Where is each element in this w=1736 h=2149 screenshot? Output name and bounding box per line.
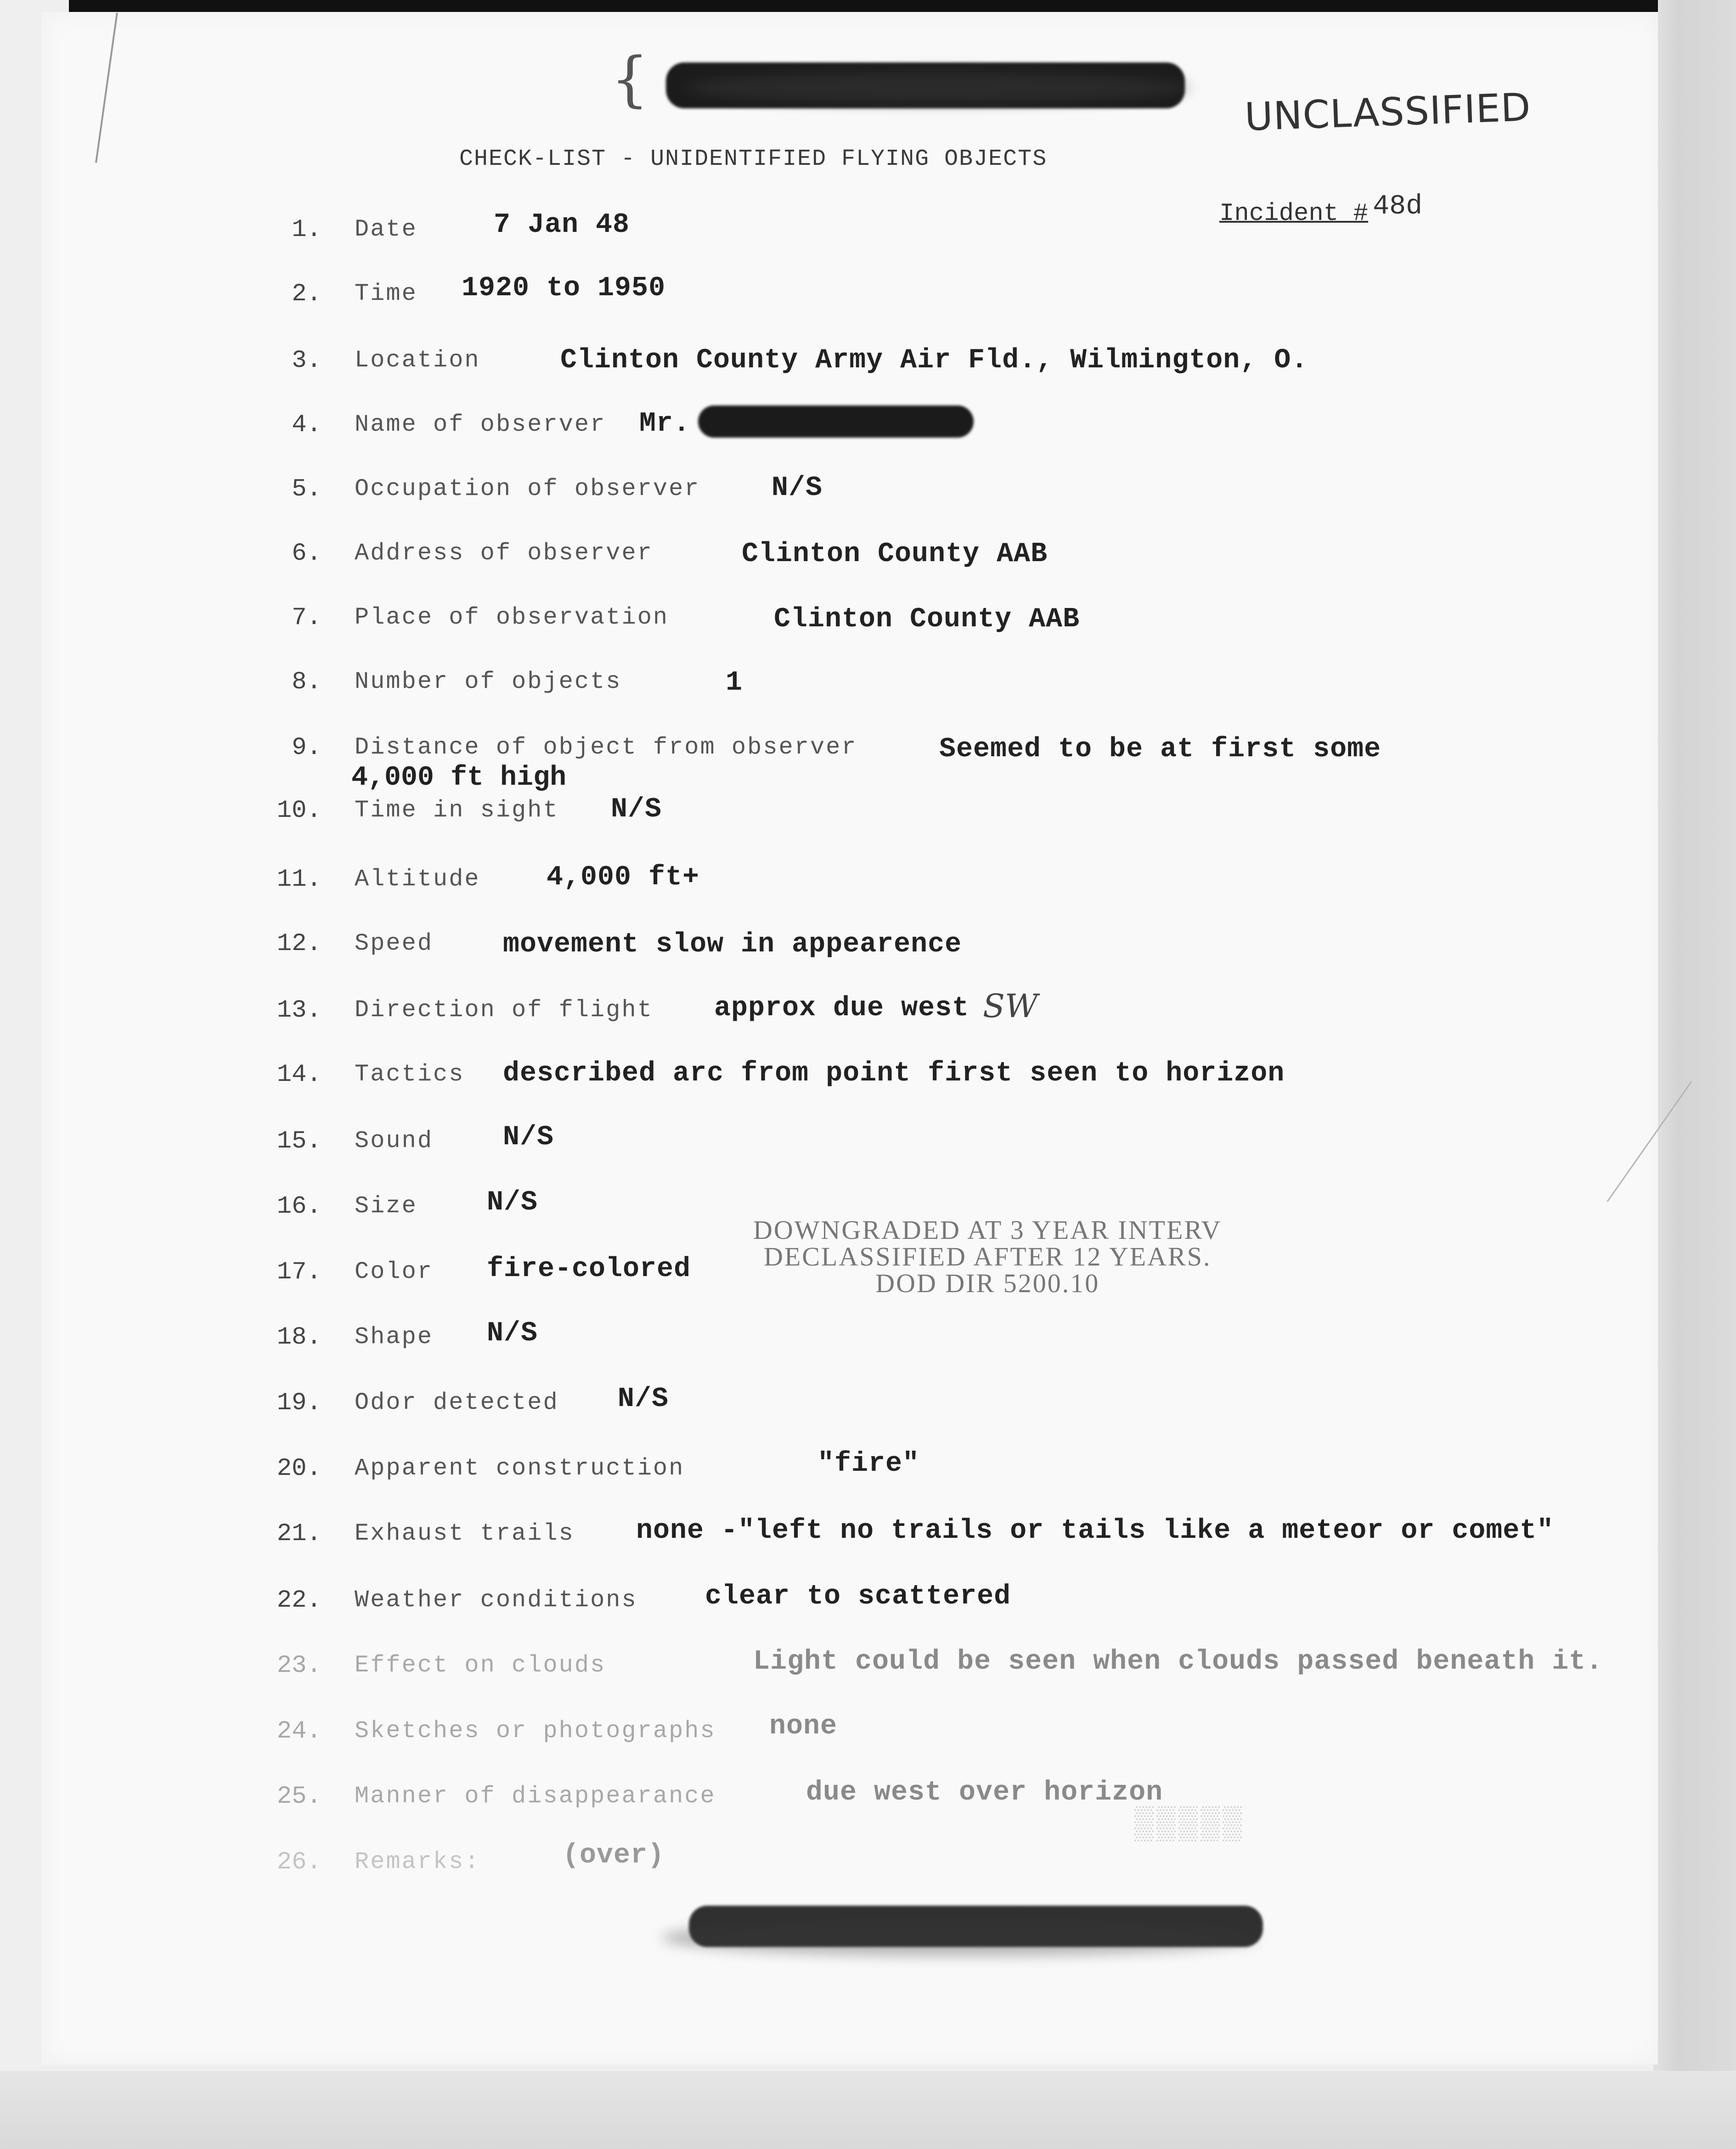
item-label: Effect on clouds xyxy=(355,1652,606,1679)
handwritten-brace: { xyxy=(611,44,649,114)
stamp-line-3: DOD DIR 5200.10 xyxy=(875,1268,1100,1298)
item-number: 20. xyxy=(276,1455,321,1483)
incident-label: Incident # xyxy=(1219,200,1369,228)
item-label: Altitude xyxy=(355,866,480,893)
item-label: Tactics xyxy=(355,1061,465,1088)
item-value: due west over horizon xyxy=(806,1777,1163,1808)
item-label: Address of observer xyxy=(355,540,653,567)
item-number: 16. xyxy=(276,1193,321,1221)
item-value: Clinton County AAB xyxy=(742,539,1048,570)
item-label: Occupation of observer xyxy=(355,475,700,502)
item-value: N/S xyxy=(772,473,823,504)
item-value: 1920 to 1950 xyxy=(462,273,666,304)
item-label: Direction of flight xyxy=(355,996,653,1024)
item-label: Shape xyxy=(355,1323,434,1350)
item-number: 14. xyxy=(276,1061,321,1089)
item-number: 7. xyxy=(292,604,321,632)
item-number: 11. xyxy=(276,866,321,894)
item-label: Size xyxy=(355,1193,417,1220)
item-number: 21. xyxy=(276,1520,321,1548)
item-label: Name of observer xyxy=(355,411,606,438)
item-number: 10. xyxy=(276,797,321,825)
item-value: N/S xyxy=(618,1384,669,1415)
stamp-line-2: DECLASSIFIED AFTER 12 YEARS. xyxy=(763,1242,1212,1271)
item-label: Sketches or photographs xyxy=(355,1717,716,1744)
stamp-line-1: DOWNGRADED AT 3 YEAR INTERV xyxy=(753,1215,1222,1245)
item-value: Light could be seen when clouds passed beneath it. xyxy=(753,1646,1603,1677)
incident-number: 48d xyxy=(1373,191,1423,222)
unclassified-stamp: UNCLASSIFIED xyxy=(1244,84,1532,140)
item-number: 5. xyxy=(292,475,321,503)
item-value: none xyxy=(769,1711,838,1742)
item-label: Speed xyxy=(355,930,434,957)
item-number: 25. xyxy=(276,1783,321,1811)
item-9-continuation: 4,000 ft high xyxy=(351,762,567,793)
item-label: Distance of object from observer xyxy=(355,734,857,761)
item-number: 24. xyxy=(276,1717,321,1745)
fold-line-left xyxy=(95,12,118,163)
item-value: N/S xyxy=(487,1187,538,1218)
item-label: Color xyxy=(355,1258,434,1285)
item-value: Mr. xyxy=(639,408,691,439)
scan-top-border xyxy=(69,0,1658,12)
item-number: 3. xyxy=(292,347,321,375)
item-number: 13. xyxy=(276,996,321,1024)
item-number: 9. xyxy=(292,734,321,762)
item-label: Time xyxy=(355,280,417,307)
item-value: N/S xyxy=(503,1122,554,1153)
ink-smudge-bottom xyxy=(661,1919,1258,1956)
item-number: 26. xyxy=(276,1848,321,1876)
document-page xyxy=(41,12,1658,2065)
incident-field xyxy=(1219,191,1423,229)
item-value: Seemed to be at first some xyxy=(939,734,1381,765)
item-number: 1. xyxy=(292,216,321,244)
item-label: Date xyxy=(355,216,417,243)
faded-marking: ▒▒▒▒▒ xyxy=(1134,1807,1245,1843)
item-value: described arc from point first seen to horizon xyxy=(503,1058,1285,1089)
item-number: 2. xyxy=(292,280,321,308)
item-value: "fire" xyxy=(817,1448,920,1480)
item-number: 22. xyxy=(276,1586,321,1615)
item-number: 12. xyxy=(276,930,321,958)
item-value: clear to scattered xyxy=(705,1581,1011,1612)
redacted-observer-name xyxy=(698,405,974,438)
item-value: Clinton County AAB xyxy=(774,604,1080,635)
document-title: CHECK-LIST - UNIDENTIFIED FLYING OBJECTS xyxy=(459,146,1048,172)
item-value: movement slow in appearence xyxy=(503,929,962,960)
item-value: N/S xyxy=(487,1318,538,1349)
item-label: Remarks: xyxy=(355,1848,480,1875)
item-label: Manner of disappearance xyxy=(355,1783,716,1810)
declassification-stamp xyxy=(753,1217,1222,1297)
scan-edge-bottom xyxy=(0,2071,1736,2149)
item-label: Sound xyxy=(355,1127,434,1154)
item-number: 6. xyxy=(292,540,321,568)
item-label: Exhaust trails xyxy=(355,1520,575,1547)
item-value: 7 Jan 48 xyxy=(494,209,630,241)
item-value: none -"left no trails or tails like a meteor or comet" xyxy=(636,1515,1554,1547)
scan-edge-right xyxy=(1653,0,1736,2149)
item-label: Odor detected xyxy=(355,1389,559,1416)
item-number: 19. xyxy=(276,1389,321,1417)
item-number: 18. xyxy=(276,1323,321,1351)
ink-smudge-top xyxy=(684,72,1189,104)
item-number: 4. xyxy=(292,411,321,439)
item-value: 1 xyxy=(726,667,743,698)
item-label: Number of objects xyxy=(355,668,622,695)
item-label: Time in sight xyxy=(355,797,559,824)
item-number: 8. xyxy=(292,668,321,696)
item-value: fire-colored xyxy=(487,1254,691,1285)
item-value: N/S xyxy=(611,794,662,825)
item-number: 17. xyxy=(276,1258,321,1286)
item-label: Weather conditions xyxy=(355,1586,637,1614)
item-label: Apparent construction xyxy=(355,1455,685,1482)
item-value: approx due west xyxy=(714,993,969,1024)
item-number: 15. xyxy=(276,1127,321,1155)
item-value: Clinton County Army Air Fld., Wilmington, O. xyxy=(560,345,1308,376)
item-value: 4,000 ft+ xyxy=(547,862,700,893)
item-label: Location xyxy=(355,347,480,374)
item-value: (over) xyxy=(563,1840,665,1871)
handwritten-annotation: SW xyxy=(983,987,1038,1025)
item-number: 23. xyxy=(276,1652,321,1680)
item-label: Place of observation xyxy=(355,604,669,631)
